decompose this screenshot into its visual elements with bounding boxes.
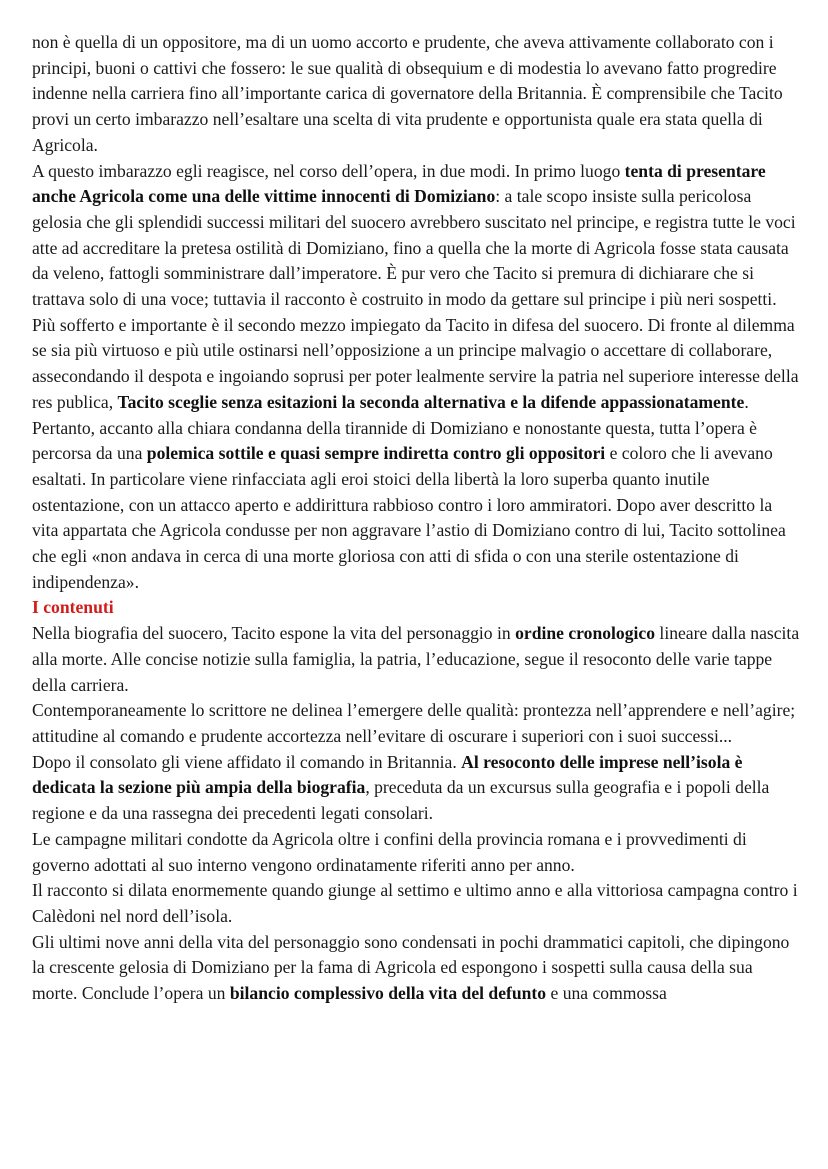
text-run: A questo imbarazzo egli reagisce, nel corso dell’opera, in due modi. In primo luogo bbox=[32, 160, 625, 181]
text-run: Nella biografia del suocero, Tacito espone la vita del personaggio in bbox=[32, 623, 516, 644]
bold-text: bilancio complessivo della vita del defunto bbox=[229, 983, 547, 1004]
paragraph bbox=[32, 313, 802, 416]
text-run: Le campagne militari condotte da Agricola oltre i confini della provincia romana e i provvedimenti di governo adottati al suo interno vengono ordinatamente riferiti anno per anno. bbox=[32, 828, 747, 875]
paragraph bbox=[32, 827, 802, 878]
text-run: : a tale scopo insiste sulla pericolosa gelosia che gli splendidi successi militari del suocero avrebbero suscitato nel principe, e registra tutte le voci atte ad accreditare la pretesa ostilità di Domiziano, fino a quella che la morte di Agricola fosse stata causata da veleno, fattogli somministrare dall’imperatore. È pur vero che Tacito si premura di dichiarare che si trattava solo di una voce; tuttavia il racconto è costruito in modo da gettare sul principe i più neri sospetti. bbox=[32, 186, 796, 310]
text-run: Dopo il consolato gli viene affidato il comando in Britannia. bbox=[32, 751, 462, 772]
paragraph bbox=[32, 930, 802, 1007]
text-run: Contemporaneamente lo scrittore ne delinea l’emergere delle qualità: prontezza nell’apprendere e nell’agire; attitudine al comando e prudente accortezza nell’evitare di oscurare i superiori con i suoi successi... bbox=[32, 700, 796, 746]
section-heading bbox=[32, 595, 802, 621]
bold-text: Al resoconto delle imprese nell’isola è dedicata la sezione più ampia della biografia bbox=[32, 751, 743, 798]
text-run: Più sofferto e importante è il secondo mezzo impiegato da Tacito in difesa del suocero. Di fronte al dilemma se sia più virtuoso e più utile ostinarsi nell’opposizione a un principe malvagio o accettare di collaborare, assecondando il despota e ingoiando soprusi per poter lealmente servire la patria nel superiore interesse della res publica, bbox=[32, 314, 799, 412]
text-run: , preceduta da un excursus sulla geografia e i popoli della regione e da una rassegna dei precedenti legati consolari. bbox=[32, 777, 770, 824]
bold-text: Tacito sceglie senza esitazioni la seconda alternativa e la difende appassionatamente bbox=[117, 391, 745, 412]
paragraph bbox=[32, 750, 802, 827]
text-run: Pertanto, accanto alla chiara condanna della tirannide di Domiziano e nonostante questa, tutta l’opera è percorsa da una bbox=[32, 417, 757, 464]
text-run: Gli ultimi nove anni della vita del personaggio sono condensati in pochi drammatici capitoli, che dipingono la crescente gelosia di Domiziano per la fama di Agricola ed espongono i sospetti sulla causa della sua morte. Conclude l’opera un bbox=[32, 931, 790, 1004]
bold-text: polemica sottile e quasi sempre indiretta contro gli oppositori bbox=[146, 443, 606, 464]
text-run: Il racconto si dilata enormemente quando giunge al settimo e ultimo anno e alla vittoriosa campagna contro i Calèdoni nel nord dell’isola. bbox=[32, 880, 798, 926]
bold-text: tenta di presentare anche Agricola come una delle vittime innocenti di Domiziano bbox=[32, 160, 766, 207]
document-body bbox=[32, 30, 802, 1007]
text-run: non è quella di un oppositore, ma di un uomo accorto e prudente, che aveva attivamente collaborato con i principi, buoni o cattivi che fossero: le sue qualità di obsequium e di modestia lo avevano fatto progredire indenne nella carriera fino all’importante carica di governatore della Britannia. È comprensibile che Tacito provi un certo imbarazzo nell’esaltare una scelta di vita prudente e opportunista quale era stata quella di Agricola. bbox=[32, 32, 783, 155]
text-run: e coloro che li avevano esaltati. In particolare viene rinfacciata agli eroi stoici della libertà la loro superba quanto inutile ostentazione, con un attacco aperto e addirittura rabbioso contro i loro ammiratori. Dopo aver descritto la vita appartata che Agricola condusse per non aggravare l’astio di Domiziano contro di lui, Tacito sottolinea che egli «non andava in cerca di una morte gloriosa con atti di sfida o con una sterile ostentazione di indipendenza». bbox=[32, 443, 786, 592]
paragraph bbox=[32, 878, 802, 929]
paragraph bbox=[32, 621, 802, 698]
paragraph bbox=[32, 159, 802, 313]
text-run: lineare dalla nascita alla morte. Alle concise notizie sulla famiglia, la patria, l’educazione, segue il resoconto delle varie tappe della carriera. bbox=[32, 623, 800, 695]
paragraph bbox=[32, 698, 802, 749]
paragraph bbox=[32, 30, 802, 159]
paragraph bbox=[32, 416, 802, 596]
text-run: e una commossa bbox=[546, 983, 667, 1004]
bold-text: ordine cronologico bbox=[515, 623, 656, 644]
text-run: I contenuti bbox=[32, 597, 114, 618]
text-run: . bbox=[744, 391, 749, 412]
